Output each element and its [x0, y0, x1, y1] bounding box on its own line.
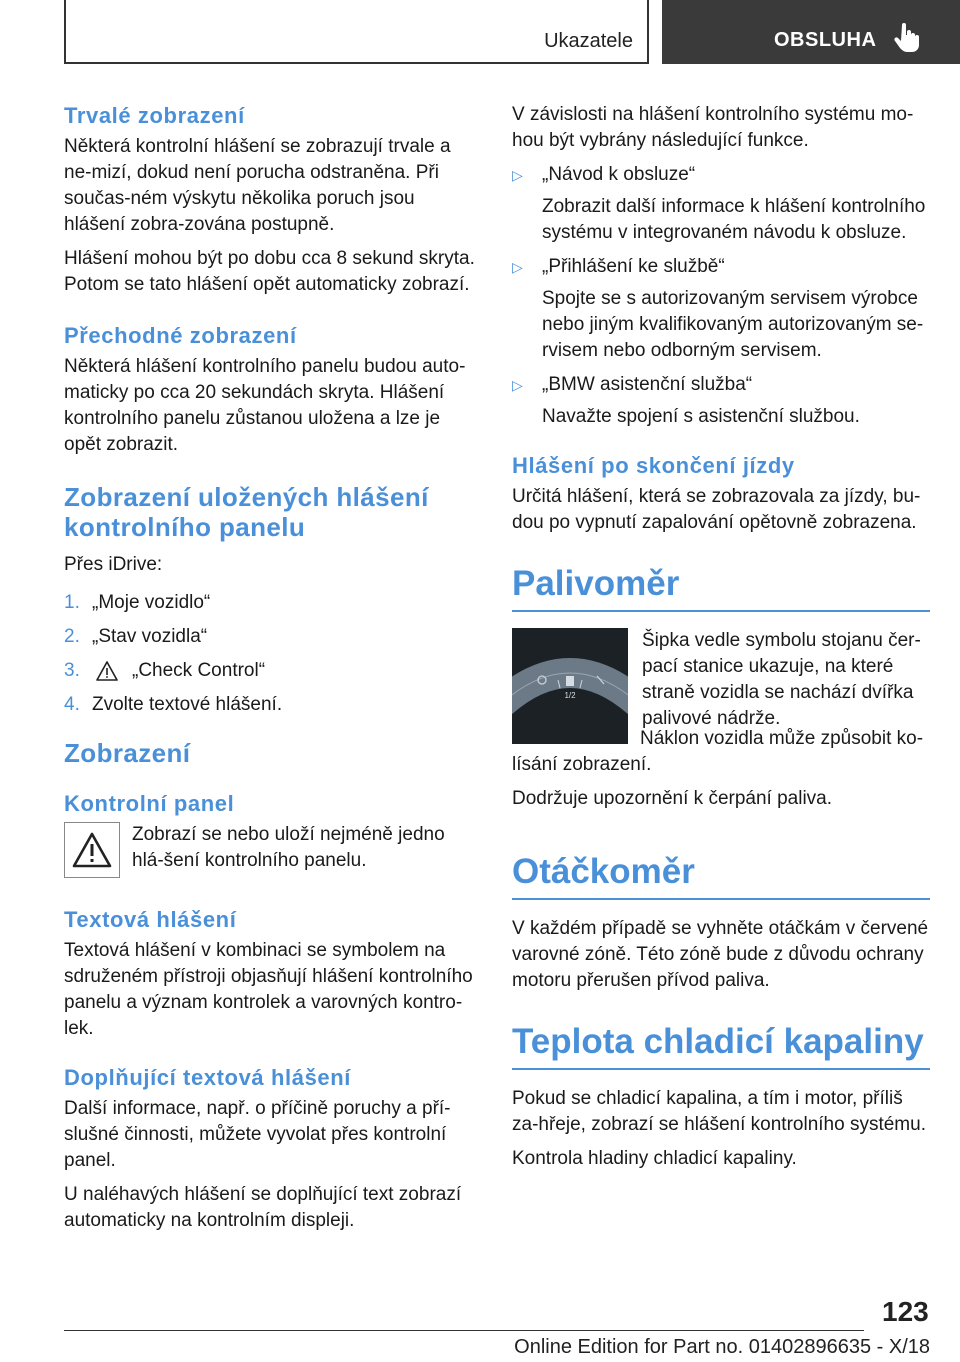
heading-trvale: Trvalé zobrazení [64, 103, 245, 128]
heading-po-skonceni: Hlášení po skončení jízdy [512, 453, 795, 478]
para-palivomer-3: Dodržuje upozornění k čerpání paliva. [512, 788, 833, 809]
warning-triangle-icon [72, 832, 112, 868]
step-number: 1. [64, 592, 80, 613]
bullet-text: Spojte se s autorizovaným servisem výrobce nebo jiným kvalifikovaným autorizovaným se-rvisem nebo odborným servisem. [542, 288, 924, 361]
list-item [64, 624, 480, 650]
gauge-label: 1/2 [564, 691, 576, 700]
list-item [64, 658, 480, 684]
para-otackomer: V každém případě se vyhněte otáčkám v červené varovné zóně. Této zóně bude z důvodu ochrany motoru přerušen přívod paliva. [512, 918, 929, 991]
para-doplnujici-2: U naléhavých hlášení se doplňující text zobrazí automaticky na kontrolním displeji. [64, 1184, 462, 1231]
heading-palivomer: Palivoměr [512, 564, 930, 612]
step-text: „Check Control“ [132, 660, 266, 681]
fuel-gauge-image [512, 628, 628, 744]
header-chapter-title: OBSLUHA [774, 29, 877, 51]
step-text: „Moje vozidlo“ [92, 592, 211, 613]
right-column [512, 102, 930, 1172]
para-palivomer-1: Šipka vedle symbolu stojanu čer-pací stanice ukazuje, na které straně vozidla se nachází dvířka palivové nádrže. [642, 630, 921, 729]
list-item [512, 372, 930, 430]
warning-triangle-icon [96, 661, 118, 681]
functions-list [512, 162, 930, 430]
page-number: 123 [882, 1296, 929, 1327]
para-intro: V závislosti na hlášení kontrolního systému mo-hou být vybrány následující funkce. [512, 104, 914, 151]
para-teplota-1: Pokud se chladicí kapalina, a tím i motor, příliš za-hřeje, zobrazí se hlášení kontrolního systému. [512, 1088, 926, 1135]
header-section-tab [64, 0, 649, 64]
heading-textova: Textová hlášení [64, 907, 237, 932]
list-item [512, 162, 930, 246]
bullet-text: Navažte spojení s asistenční službou. [542, 406, 860, 427]
para-po-skonceni: Určitá hlášení, která se zobrazovala za jízdy, bu-dou po vypnutí zapalování opětovně zobrazena. [512, 486, 921, 533]
heading-ulozenych: Zobrazení uložených hlášení kontrolního panelu [64, 482, 429, 542]
heading-otackomer: Otáčkoměr [512, 852, 930, 900]
step-text: Zvolte textové hlášení. [92, 694, 283, 715]
bullet-title: „Přihlášení ke službě“ [542, 256, 725, 277]
list-item [64, 692, 480, 718]
bullet-title: „Návod k obsluze“ [542, 164, 696, 185]
triangle-bullet-icon: ▷ [512, 259, 523, 275]
left-column [64, 102, 480, 1234]
footer-divider [64, 1330, 864, 1331]
para-trvale-1: Některá kontrolní hlášení se zobrazují trvale a ne-mizí, dokud není porucha odstraněna. Při součas-ném výskytu několika poruch jsou hlášení zobra-zována postupně. [64, 136, 451, 235]
warning-box [64, 822, 120, 878]
heading-prechodne: Přechodné zobrazení [64, 323, 297, 348]
para-textova: Textová hlášení v kombinaci se symbolem na sdruženém přístroji objasňují hlášení kontrolního panelu a význam kontrolek a varovných kontro-lek. [64, 940, 473, 1039]
fuel-pump-icon [566, 676, 574, 686]
para-pres-idrive: Přes iDrive: [64, 554, 163, 575]
heading-doplnujici: Doplňující textová hlášení [64, 1065, 351, 1090]
header-section-title: Ukazatele [544, 30, 633, 52]
bullet-title: „BMW asistenční služba“ [542, 374, 753, 395]
hand-pointer-icon [894, 22, 920, 52]
kontrolni-panel-block [64, 822, 480, 878]
list-item [512, 254, 930, 364]
list-item [64, 590, 480, 616]
bullet-text: Zobrazit další informace k hlášení kontrolního systému v integrovaném návodu k obsluze. [542, 196, 926, 243]
step-number: 3. [64, 660, 80, 681]
para-prechodne: Některá hlášení kontrolního panelu budou auto-maticky po cca 20 sekundách skryta. Hlášení kontrolního panelu zůstanou uložena a lze je opět zobrazit. [64, 356, 466, 455]
step-number: 2. [64, 626, 80, 647]
step-text: „Stav vozidla“ [92, 626, 208, 647]
heading-teplota: Teplota chladicí kapaliny [512, 1022, 930, 1070]
footer-edition: Online Edition for Part no. 01402896635 - X/18 [514, 1336, 930, 1358]
para-teplota-2: Kontrola hladiny chladicí kapaliny. [512, 1148, 797, 1169]
header-chapter-tab [662, 0, 960, 64]
steps-list [64, 590, 480, 718]
para-kontrolni-panel: Zobrazí se nebo uloží nejméně jedno hlá-šení kontrolního panelu. [132, 824, 445, 871]
para-trvale-2: Hlášení mohou být po dobu cca 8 sekund skryta. Potom se tato hlášení opět automaticky zobrazí. [64, 248, 475, 295]
para-palivomer-2: Náklon vozidla může způsobit ko-lísání zobrazení. [512, 728, 924, 775]
triangle-bullet-icon: ▷ [512, 167, 523, 183]
triangle-bullet-icon: ▷ [512, 377, 523, 393]
heading-kontrolni-panel: Kontrolní panel [64, 791, 235, 816]
step-number: 4. [64, 694, 80, 715]
heading-zobrazeni: Zobrazení [64, 738, 191, 768]
para-doplnujici-1: Další informace, např. o příčině poruchy a pří-slušné činnosti, můžete vyvolat přes kontrolní panel. [64, 1098, 451, 1171]
